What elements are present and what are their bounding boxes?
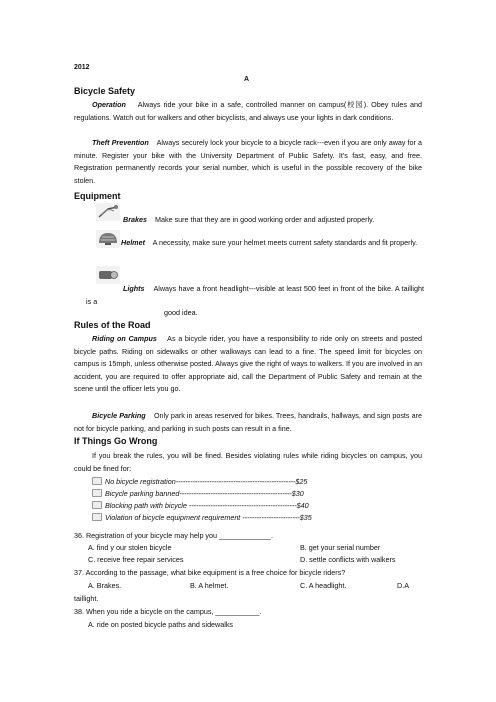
brakes-line [123, 214, 423, 227]
fine-item [92, 476, 392, 488]
fine-text: Blocking path with bicycle ---------------------------------------------$40 [105, 501, 309, 510]
option-36b: B. get your serial number [300, 543, 381, 552]
campus-label: Riding on Campus [92, 334, 157, 343]
fine-item [92, 500, 392, 512]
lights-paragraph [86, 283, 424, 308]
operation-paragraph [74, 99, 422, 124]
lights-text: Always have a front headlight---visible at least 500 feet in front of the bike. A taillight is a [86, 284, 425, 306]
wrong-heading: If Things Go Wrong [74, 436, 158, 446]
question-36: 36. Registration of your bicycle may help you _____________. [74, 531, 273, 540]
brakes-label: Brakes [123, 215, 147, 224]
option-36d: D. settle conflicts with walkers [300, 555, 396, 564]
fine-text: Violation of bicycle equipment requirement ------------------------$35 [105, 513, 312, 522]
theft-text: Always securely lock your bicycle to a bicycle rack---even if you are only away for a minute. Register your bike with the University Department of Public Safety. It's fast, easy, and free. Registration permanently records your serial number, which is useful in the possible recovery of the bike stolen. [74, 138, 422, 185]
page-title: Bicycle Safety [74, 86, 136, 96]
bullet-icon [92, 513, 102, 521]
theft-paragraph [74, 137, 422, 187]
brakes-icon [96, 203, 120, 221]
helmet-label: Helmet [121, 238, 145, 247]
parking-label: Bicycle Parking [92, 411, 146, 420]
option-37c: C. A headlight. [300, 581, 347, 590]
helmet-text: A necessity, make sure your helmet meets current safety standards and fit properly. [152, 238, 418, 247]
equipment-heading: Equipment [74, 191, 121, 201]
operation-text: Always ride your bike in a safe, controlled manner on campus(校园). Obey rules and regulations. Watch out for walkers and other bicyclists, and always use your lights in dark conditions. [74, 100, 422, 122]
helmet-paragraph [74, 237, 422, 250]
option-36a: A. find y our stolen bicycle [88, 543, 172, 552]
option-37a: A. Brakes. [88, 581, 122, 590]
parking-paragraph [74, 410, 422, 435]
bullet-icon [92, 477, 102, 485]
wrong-intro: If you break the rules, you will be fined. Besides violating rules while riding bicycles on campus, you could be fined for: [74, 451, 422, 473]
lights-label: Lights [123, 284, 145, 293]
question-37: 37. According to the passage, what bike equipment is a free choice for bicycle riders? [74, 568, 346, 577]
fine-text: Bicycle parking banned-----------------------------------------------$30 [105, 489, 304, 498]
light-icon [96, 266, 120, 284]
option-37d: D.A [397, 581, 409, 590]
fine-item [92, 488, 392, 500]
option-37d-continuation: taillight. [74, 594, 99, 603]
lights-text-continuation: good idea. [164, 308, 198, 317]
fine-text: No bicycle registration--------------------------------------------------$25 [105, 477, 308, 486]
section-label: A [244, 76, 250, 83]
option-37b: B. A helmet. [190, 581, 229, 590]
bullet-icon [92, 489, 102, 497]
question-38: 38. When you ride a bicycle on the campus, ___________. [74, 607, 262, 616]
bullet-icon [92, 501, 102, 509]
option-36c: C. receive free repair services [88, 555, 184, 564]
campus-paragraph [74, 333, 422, 396]
operation-label: Operation [92, 100, 126, 109]
campus-text: As a bicycle rider, you have a responsibility to ride only on streets and posted bicycle paths. Riding on sidewalks or other walkways can lead to a fine. The speed limit for bicycles on campus is 15mph, unless otherwise posted. Always give the right of ways to walkers. If you are involved in an accident, you are required to offer appropriate aid, call the Department of Public Safety and remain at the scene until the officer lets you go. [74, 334, 422, 393]
option-38a: A. ride on posted bicycle paths and sidewalks [88, 620, 234, 629]
theft-label: Theft Prevention [92, 138, 149, 147]
year-label: 2012 [74, 64, 90, 71]
parking-text: Only park in areas reserved for bikes. Trees, handrails, hallways, and sign posts are not for bicycle parking, and parking in such posts can result in a fine. [74, 411, 422, 433]
fine-item [92, 512, 392, 524]
fines-list [92, 476, 392, 524]
rules-heading: Rules of the Road [74, 320, 151, 330]
brakes-text: Make sure that they are in good working order and adjusted properly. [154, 215, 375, 224]
